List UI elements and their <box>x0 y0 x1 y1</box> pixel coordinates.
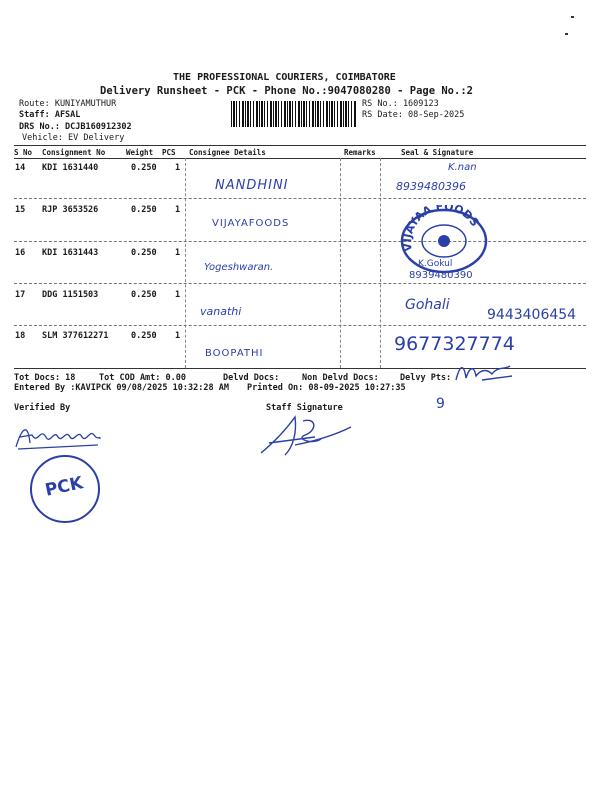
row-pcs: 1 <box>175 290 181 300</box>
scan-speck <box>565 33 568 35</box>
printed-on: Printed On: 08-09-2025 10:27:35 <box>247 383 406 393</box>
delivery-points-handwriting: 9 <box>436 396 445 412</box>
verified-signature <box>12 415 107 455</box>
company-stamp <box>398 205 490 275</box>
row-consignment: KDI 1631443 <box>42 248 99 258</box>
row-pcs: 1 <box>175 205 181 215</box>
row-consignee-handwriting: VIJAYAFOODS <box>212 218 290 229</box>
staff-label: Staff: AFSAL <box>19 110 81 120</box>
row-seal-phone: 8939480390 <box>409 270 473 281</box>
row-sno: 18 <box>15 331 26 341</box>
row-seal-handwriting: Gohali <box>405 297 450 313</box>
scan-speck <box>571 16 574 18</box>
col-pcs: PCS <box>162 148 176 157</box>
rs-number: RS No.: 1609123 <box>362 99 439 109</box>
col-consignment: Consignment No <box>42 148 106 157</box>
row-consignee-handwriting: BOOPATHI <box>205 348 264 359</box>
row-consignment: SLM 377612271 <box>42 331 109 341</box>
staff-signature <box>255 413 355 458</box>
row-seal-phone: 9677327774 <box>394 333 515 355</box>
row-pcs: 1 <box>175 331 181 341</box>
tot-docs: Tot Docs: 18 <box>14 373 76 383</box>
barcode <box>231 101 357 127</box>
col-remarks: Remarks <box>344 148 376 157</box>
row-sno: 15 <box>15 205 26 215</box>
row-consignee-handwriting: Yogeshwaran. <box>204 262 274 273</box>
row-pcs: 1 <box>175 248 181 258</box>
row-weight: 0.250 <box>131 163 157 173</box>
row-seal-handwriting: K.Gokul <box>418 259 453 269</box>
delivery-signature <box>452 360 522 388</box>
route-label: Route: KUNIYAMUTHUR <box>19 99 117 109</box>
row-consignment: RJP 3653526 <box>42 205 99 215</box>
col-sno: S No <box>14 148 33 157</box>
row-weight: 0.250 <box>131 205 157 215</box>
row-sno: 14 <box>15 163 26 173</box>
entered-by: Entered By :KAVIPCK 09/08/2025 10:32:28 AM <box>14 383 229 393</box>
row-consignment: DDG 1151503 <box>42 290 99 300</box>
runsheet-subtitle: Delivery Runsheet - PCK - Phone No.:9047080280 - Page No.:2 <box>100 85 473 97</box>
col-seal: Seal & Signature <box>401 148 474 157</box>
row-sno: 17 <box>15 290 26 300</box>
col-consignee: Consignee Details <box>189 148 266 157</box>
drs-number: DRS No.: DCJB160912302 <box>19 122 132 132</box>
row-seal-handwriting: K.nan <box>448 162 477 173</box>
row-sno: 16 <box>15 248 26 258</box>
row-weight: 0.250 <box>131 290 157 300</box>
row-weight: 0.250 <box>131 331 157 341</box>
delvd-docs: Delvd Docs: <box>223 373 280 383</box>
staff-signature-label: Staff Signature <box>266 403 343 413</box>
pck-stamp-text: PCK <box>43 473 85 501</box>
row-weight: 0.250 <box>131 248 157 258</box>
verified-by-label: Verified By <box>14 403 71 413</box>
verified-signature-text <box>20 420 25 421</box>
row-pcs: 1 <box>175 163 181 173</box>
row-seal-phone: 8939480396 <box>396 180 466 193</box>
col-weight: Weight <box>126 148 154 157</box>
row-consignee-handwriting: vanathi <box>200 305 242 318</box>
company-title: THE PROFESSIONAL COURIERS, COIMBATORE <box>173 72 396 83</box>
vehicle-label: Vehicle: EV Delivery <box>22 133 125 143</box>
row-seal-phone: 9443406454 <box>487 307 577 323</box>
non-delvd-docs: Non Delvd Docs: <box>302 373 379 383</box>
rs-date: RS Date: 08-Sep-2025 <box>362 110 465 120</box>
delvy-pts: Delvy Pts: <box>400 373 452 383</box>
row-consignee-handwriting: NANDHINI <box>215 178 289 193</box>
tot-cod: Tot COD Amt: 0.00 <box>99 373 186 383</box>
row-consignment: KDI 1631440 <box>42 163 99 173</box>
stamp-text: VIJAYAA FOODS <box>400 205 482 253</box>
